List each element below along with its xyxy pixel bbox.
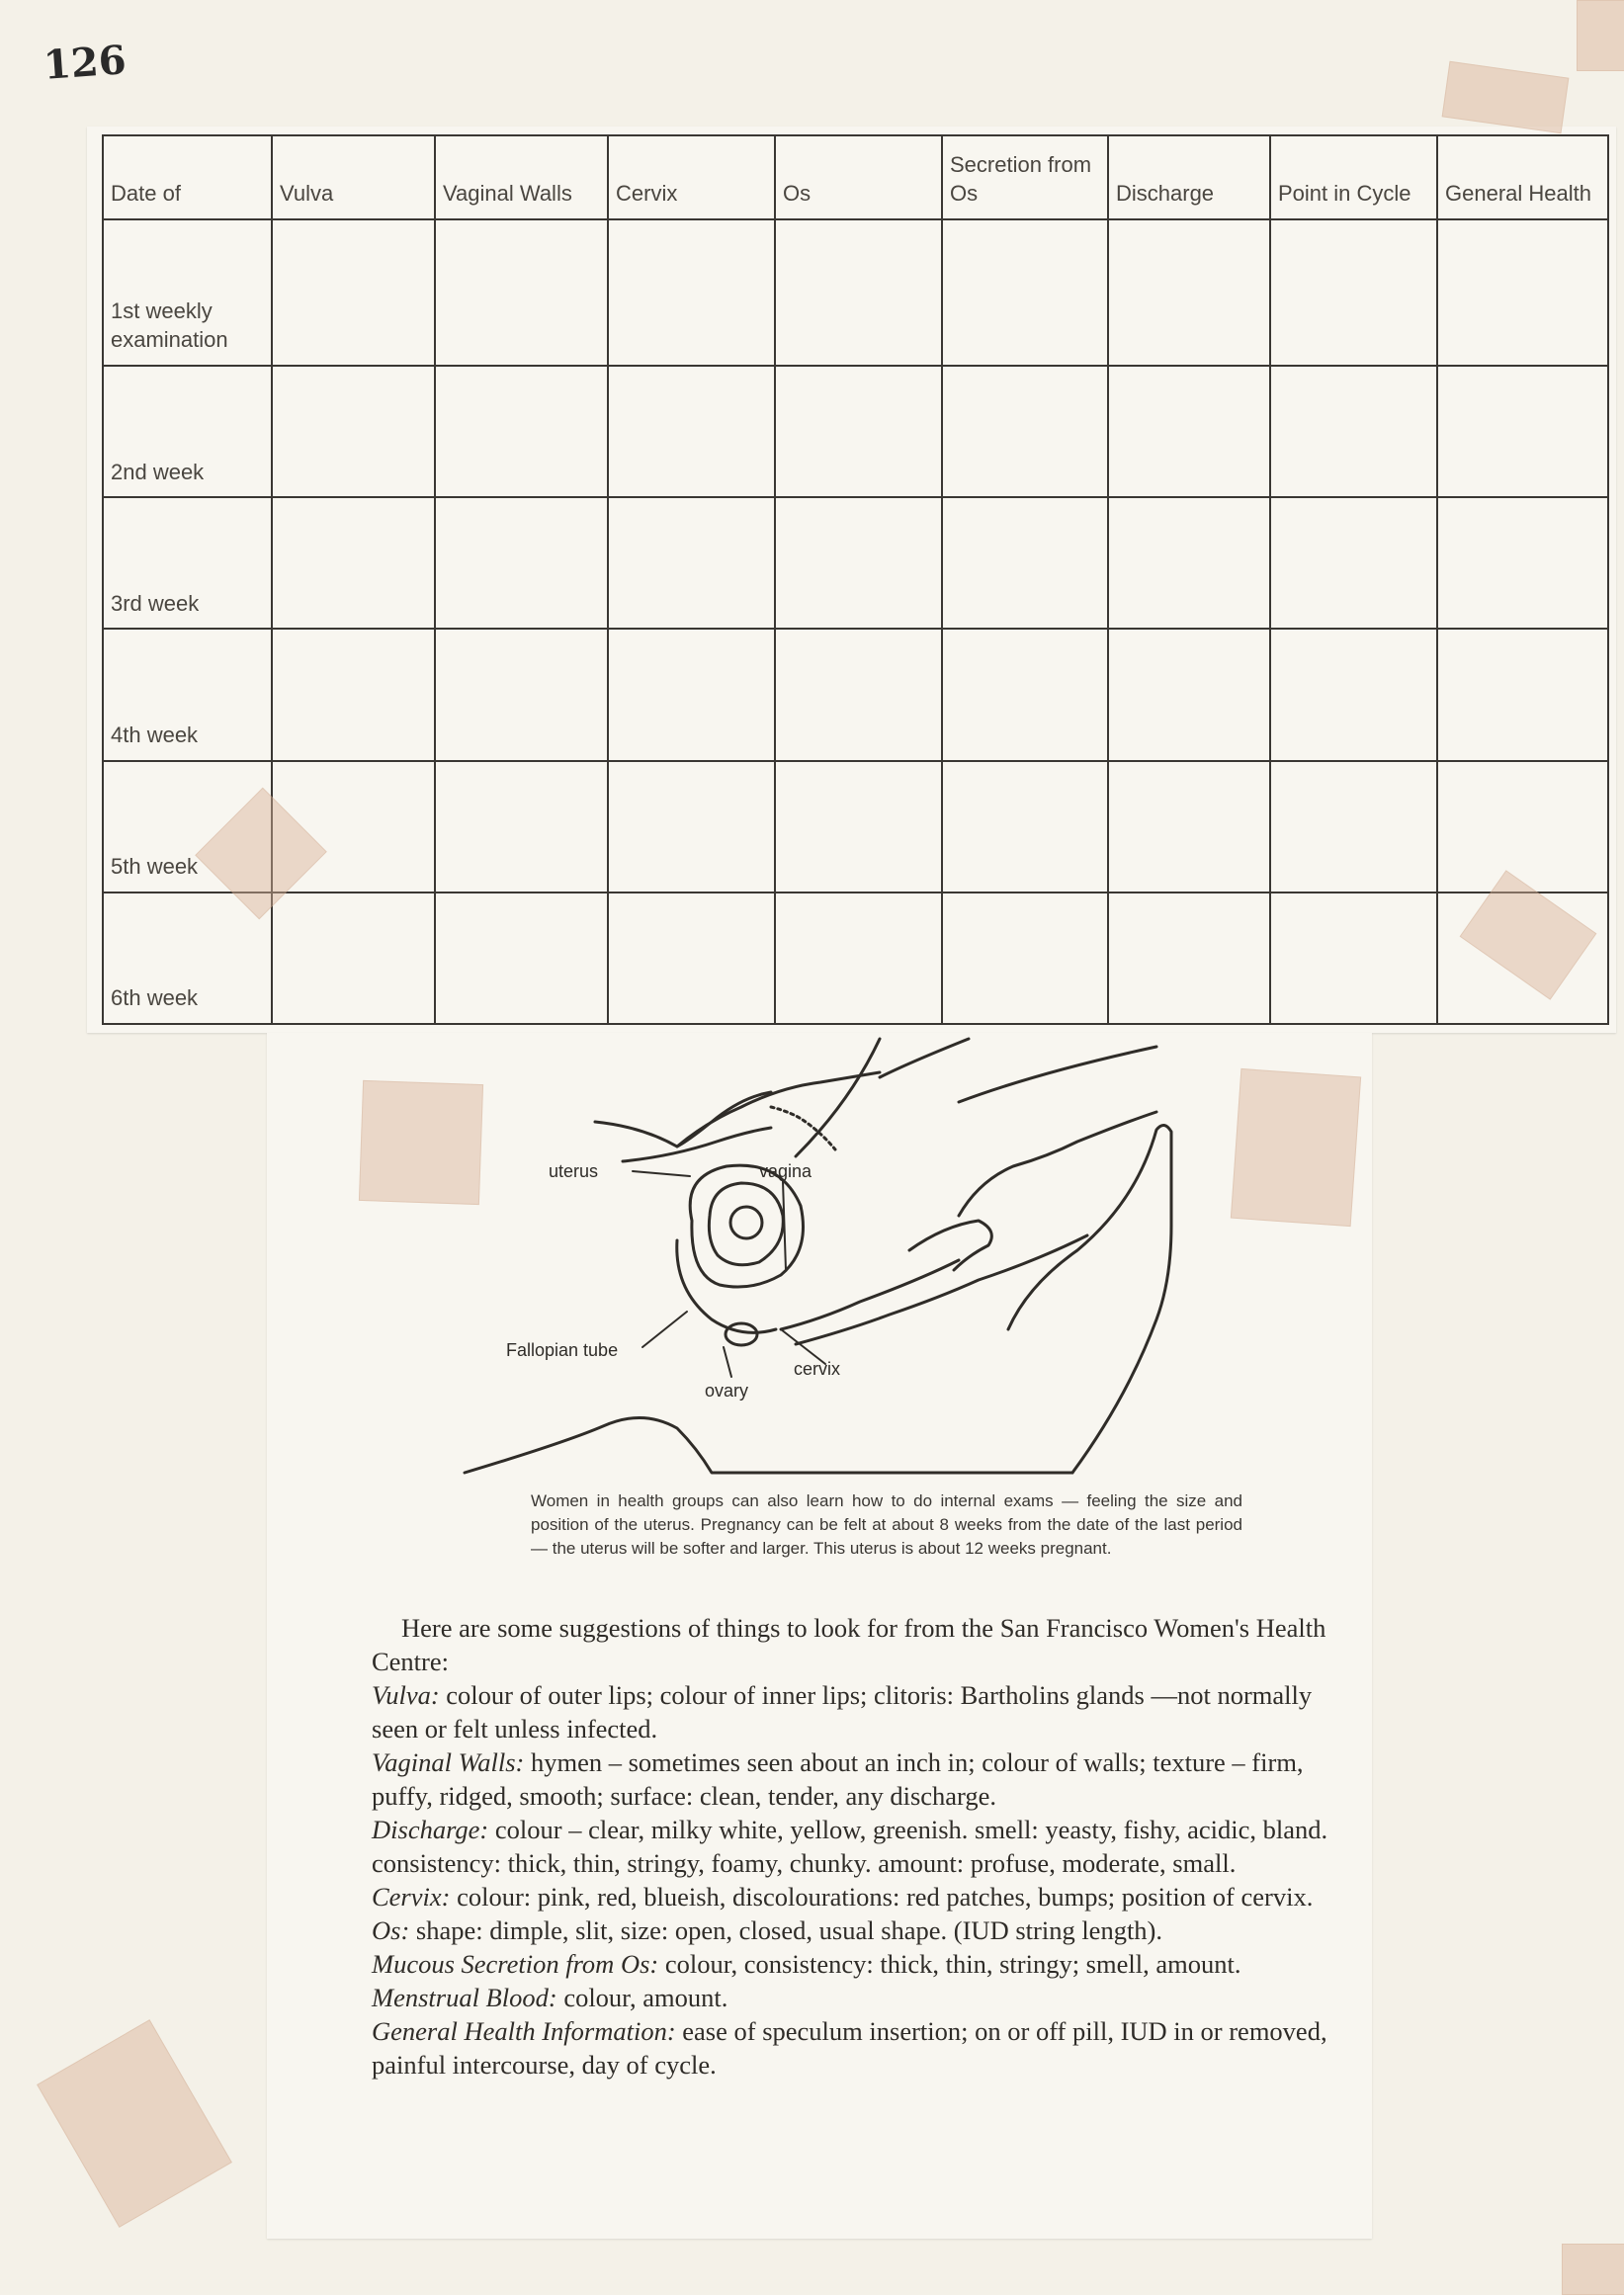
table-cell xyxy=(1270,629,1437,760)
table-cell xyxy=(435,629,608,760)
table-cell xyxy=(272,497,435,629)
table-cell xyxy=(435,892,608,1024)
table-cell xyxy=(272,629,435,760)
table-cell xyxy=(1270,497,1437,629)
hand-forearm xyxy=(959,1112,1156,1216)
suggestion-text: colour of outer lips; colour of inner lips; clitoris: Bartholins glands —not normally seen or felt unless infected. xyxy=(372,1680,1313,1743)
diagram-clipping xyxy=(267,1033,1372,2239)
vagina-outline xyxy=(781,1260,959,1329)
tape-piece xyxy=(1577,0,1624,71)
vagina-outline-2 xyxy=(796,1235,1087,1344)
tube-leader xyxy=(642,1312,687,1347)
table-cell xyxy=(1108,497,1270,629)
label-uterus: uterus xyxy=(549,1161,599,1181)
ovary-leader xyxy=(724,1347,731,1377)
fetus-shape xyxy=(730,1207,762,1238)
table-cell xyxy=(608,366,775,497)
ovary-shape xyxy=(726,1323,757,1345)
table-header-row xyxy=(103,135,1608,219)
tape-piece xyxy=(1562,2244,1624,2295)
diagram-caption: Women in health groups can also learn how to do internal exams — feeling the size and position of the uterus. Pregnancy can be felt at about 8 weeks from the date of the last period — the uterus will be softer and larger. This uterus is about 12 weeks pregnant. xyxy=(531,1491,1242,1558)
header-cervix: Cervix xyxy=(608,135,775,219)
table-cell xyxy=(942,366,1108,497)
table-cell xyxy=(1270,366,1437,497)
table-cell xyxy=(942,629,1108,760)
table-cell xyxy=(1270,761,1437,892)
arm-line xyxy=(796,1039,880,1156)
uterus-leader xyxy=(633,1171,690,1176)
header-vulva: Vulva xyxy=(272,135,435,219)
table-cell xyxy=(608,892,775,1024)
table-cell xyxy=(435,366,608,497)
label-cervix: cervix xyxy=(794,1359,841,1379)
row-label: 1st weekly examination xyxy=(103,219,272,366)
table-cell xyxy=(775,219,942,366)
table-cell xyxy=(608,761,775,892)
suggestion-item xyxy=(372,1678,1340,1745)
table-cell xyxy=(608,219,775,366)
suggestions-text xyxy=(372,1611,1340,2082)
label-vagina: vagina xyxy=(759,1161,812,1181)
table-row xyxy=(103,892,1608,1024)
internal-exam-illustration xyxy=(445,1033,1275,1488)
suggestion-item xyxy=(372,1745,1340,1813)
pubic-hair xyxy=(771,1107,835,1149)
suggestion-item xyxy=(372,1947,1340,1981)
row-label: 4th week xyxy=(103,629,272,760)
header-vaginal-walls: Vaginal Walls xyxy=(435,135,608,219)
table-cell xyxy=(1108,366,1270,497)
table-row xyxy=(103,497,1608,629)
suggestion-item xyxy=(372,1981,1340,2014)
table-row xyxy=(103,219,1608,366)
row-label: 6th week xyxy=(103,892,272,1024)
exam-record-clipping xyxy=(87,127,1616,1033)
table-cell xyxy=(1437,366,1608,497)
table-cell xyxy=(775,629,942,760)
suggestion-item xyxy=(372,1880,1340,1913)
suggestion-item xyxy=(372,1913,1340,1947)
suggestion-text: colour, amount. xyxy=(556,1983,728,2012)
table-cell xyxy=(775,366,942,497)
row-label: 3rd week xyxy=(103,497,272,629)
table-cell xyxy=(942,497,1108,629)
suggestion-item xyxy=(372,1813,1340,1880)
suggestion-term: Os: xyxy=(372,1915,410,1945)
row-label: 2nd week xyxy=(103,366,272,497)
header-point-in-cycle: Point in Cycle xyxy=(1270,135,1437,219)
table-cell xyxy=(1437,761,1608,892)
suggestion-term: Menstrual Blood: xyxy=(372,1983,557,2012)
page-number: 126 xyxy=(42,37,128,89)
suggestions-intro: Here are some suggestions of things to look for from the San Francisco Women's Health Centre: xyxy=(372,1613,1326,1676)
suggestion-term: Vaginal Walls: xyxy=(372,1747,525,1777)
table-cell xyxy=(1270,219,1437,366)
suggestion-text: hymen – sometimes seen about an inch in; colour of walls; texture – firm, puffy, ridged, smooth; surface: clean, tender, any discharge. xyxy=(372,1747,1304,1811)
label-fallopian-tube: Fallopian tube xyxy=(506,1340,619,1360)
tape-piece xyxy=(1231,1068,1361,1227)
back-outline xyxy=(1008,1125,1171,1473)
header-date: Date of xyxy=(103,135,272,219)
tape-piece xyxy=(359,1080,483,1205)
suggestion-text: shape: dimple, slit, size: open, closed, usual shape. (IUD string length). xyxy=(409,1915,1163,1945)
body-outline xyxy=(465,1417,1072,1473)
row-label: 5th week xyxy=(103,761,272,892)
suggestion-text: colour: pink, red, blueish, discolourations: red patches, bumps; position of cervix. xyxy=(450,1882,1314,1912)
table-cell xyxy=(942,761,1108,892)
table-cell xyxy=(1437,219,1608,366)
suggestion-text: ease of speculum insertion; on or off pill, IUD in or removed, painful intercourse, day of cycle. xyxy=(372,2016,1327,2080)
table-row xyxy=(103,761,1608,892)
table-cell xyxy=(1108,219,1270,366)
tape-piece xyxy=(1442,61,1570,133)
table-cell xyxy=(942,219,1108,366)
suggestion-term: Cervix: xyxy=(372,1882,451,1912)
header-secretion: Secretion from Os xyxy=(942,135,1108,219)
table-cell xyxy=(272,366,435,497)
suggestion-term: Discharge: xyxy=(372,1815,489,1844)
table-cell xyxy=(1270,892,1437,1024)
table-cell xyxy=(272,892,435,1024)
label-ovary: ovary xyxy=(705,1381,749,1401)
table-row xyxy=(103,629,1608,760)
table-cell xyxy=(1108,629,1270,760)
table-cell xyxy=(435,219,608,366)
table-cell xyxy=(775,497,942,629)
tape-piece xyxy=(37,2019,232,2228)
suggestion-term: General Health Information: xyxy=(372,2016,676,2046)
header-discharge: Discharge xyxy=(1108,135,1270,219)
table-cell xyxy=(435,497,608,629)
table-cell xyxy=(608,497,775,629)
suggestion-text: colour, consistency: thick, thin, stringy; smell, amount. xyxy=(658,1949,1241,1979)
suggestion-item xyxy=(372,2014,1340,2082)
table-cell xyxy=(1108,892,1270,1024)
table-cell xyxy=(775,761,942,892)
table-cell xyxy=(1108,761,1270,892)
table-cell xyxy=(608,629,775,760)
suggestion-term: Mucous Secretion from Os: xyxy=(372,1949,659,1979)
header-general-health: General Health xyxy=(1437,135,1608,219)
arm-line-2 xyxy=(880,1039,1156,1102)
table-cell xyxy=(272,219,435,366)
table-cell xyxy=(942,892,1108,1024)
table-cell xyxy=(1437,629,1608,760)
exam-record-table xyxy=(102,134,1609,1025)
table-cell xyxy=(775,892,942,1024)
table-cell xyxy=(1437,497,1608,629)
uterus-inner xyxy=(709,1183,783,1265)
suggestion-text: colour – clear, milky white, yellow, greenish. smell: yeasty, fishy, acidic, bland. consistency: thick, thin, stringy, foamy, chunky. amount: profuse, moderate, small. xyxy=(372,1815,1328,1878)
header-os: Os xyxy=(775,135,942,219)
suggestion-term: Vulva: xyxy=(372,1680,440,1710)
table-row xyxy=(103,366,1608,497)
table-cell xyxy=(435,761,608,892)
